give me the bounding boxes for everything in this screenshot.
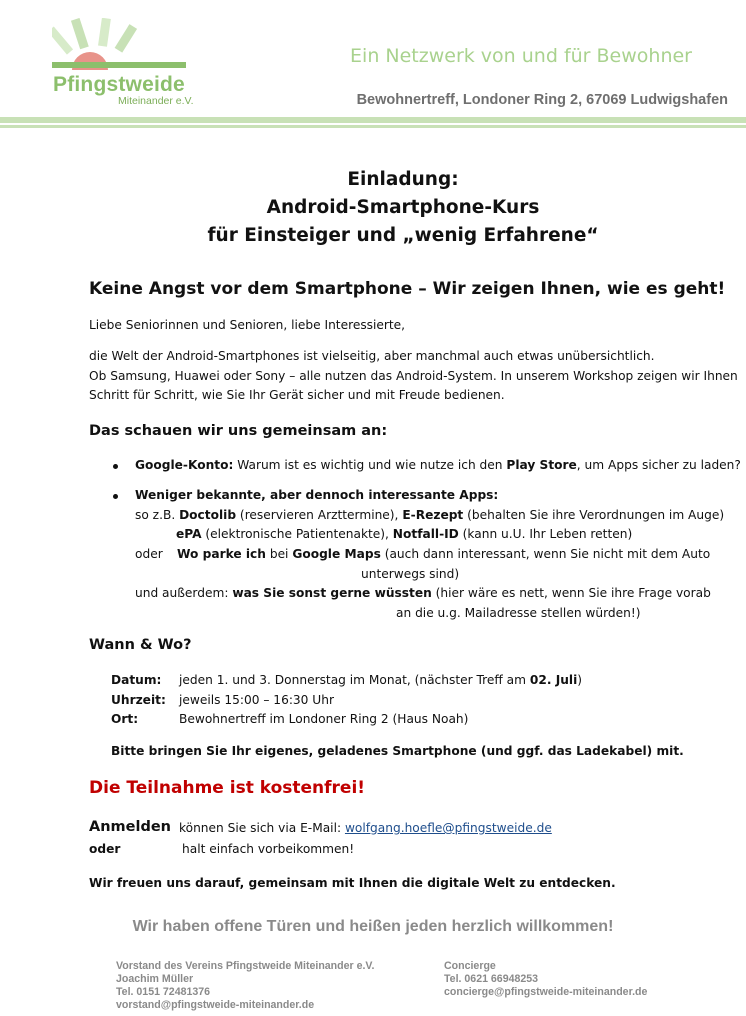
date-value: jeden 1. und 3. Donnerstag im Monat, (nächster Treff am 02. Juli) xyxy=(179,673,583,687)
free-notice: Die Teilnahme ist kostenfrei! xyxy=(89,778,366,798)
outro: Wir freuen uns darauf, gemeinsam mit Ihnen die digitale Welt zu entdecken. xyxy=(89,876,616,890)
email-link[interactable]: wolfgang.hoefle@pfingstweide.de xyxy=(344,821,552,835)
register-label: Anmelden xyxy=(89,819,171,835)
topic-apps-line-4: unterwegs sind) xyxy=(361,567,460,581)
intro-line-2: Ob Samsung, Huawei oder Sony – alle nutzen das Android-System. In unserem Workshop zeigen wir Ihnen xyxy=(89,369,738,383)
topic-apps-heading: Weniger bekannte, aber dennoch interessante Apps: xyxy=(135,488,499,502)
header-address: Bewohnertreff, Londoner Ring 2, 67069 Ludwigshafen xyxy=(356,92,728,108)
intro-line-3: Schritt für Schritt, wie Sie Ihr Gerät sicher und mit Freude bedienen. xyxy=(89,388,505,402)
title-line-3: für Einsteiger und „wenig Erfahrene“ xyxy=(207,225,599,246)
time-value: jeweils 15:00 – 16:30 Uhr xyxy=(179,693,334,707)
logo-subtitle: Miteinander e.V. xyxy=(118,95,194,107)
topic-apps-line-5: und außerdem: was Sie sonst gerne wüssten (hier wäre es nett, wenn Sie ihre Frage vorab xyxy=(135,586,711,600)
header-divider xyxy=(0,117,746,123)
bullet-dot xyxy=(113,494,118,499)
topics-heading: Das schauen wir uns gemeinsam an: xyxy=(89,423,388,439)
logo-sun-icon xyxy=(52,18,188,74)
headline: Keine Angst vor dem Smartphone – Wir zeigen Ihnen, wie es geht! xyxy=(89,279,726,299)
bullet-dot xyxy=(113,464,118,469)
intro-line-1: die Welt der Android-Smartphones ist vielseitig, aber manchmal auch etwas unübersichtlich. xyxy=(89,349,655,363)
footer-concierge-phone: Tel. 0621 66948253 xyxy=(444,973,539,985)
footer-board-email[interactable]: vorstand@pfingstweide-miteinander.de xyxy=(116,999,315,1011)
greeting: Liebe Seniorinnen und Senioren, liebe Interessierte, xyxy=(89,318,406,332)
header-divider-thin xyxy=(0,125,746,128)
logo-name: Pfingstweide xyxy=(53,73,185,96)
tagline: Ein Netzwerk von und für Bewohner xyxy=(350,45,692,67)
title-line-1: Einladung: xyxy=(347,169,459,190)
topic-apps-line-6: an die u.g. Mailadresse stellen würden!) xyxy=(396,606,641,620)
topic-google-account: Google-Konto: Warum ist es wichtig und wie nutze ich den Play Store, um Apps sicher zu laden? xyxy=(135,458,741,472)
topic-apps-line-1: so z.B. Doctolib (reservieren Arzttermine), E-Rezept (behalten Sie ihre Verordnungen im Auge) xyxy=(135,508,725,522)
time-label: Uhrzeit: xyxy=(111,693,166,707)
or-label: oder xyxy=(89,842,121,856)
footer-board-title: Vorstand des Vereins Pfingstweide Miteinander e.V. xyxy=(116,960,375,972)
place-value: Bewohnertreff im Londoner Ring 2 (Haus Noah) xyxy=(179,712,469,726)
when-heading: Wann & Wo? xyxy=(89,637,192,653)
bring-phone-note: Bitte bringen Sie Ihr eigenes, geladenes Smartphone (und ggf. das Ladekabel) mit. xyxy=(111,744,684,758)
register-text: können Sie sich via E-Mail: wolfgang.hoefle@pfingstweide.de xyxy=(179,821,552,835)
or-text: halt einfach vorbeikommen! xyxy=(182,842,355,856)
footer-concierge-email[interactable]: concierge@pfingstweide-miteinander.de xyxy=(444,986,648,998)
topic-apps-line-3-or: oder xyxy=(135,547,163,561)
footer-board-name: Joachim Müller xyxy=(116,973,194,985)
footer-concierge-title: Concierge xyxy=(444,960,496,972)
title-line-2: Android-Smartphone-Kurs xyxy=(266,197,540,218)
footer-board-phone: Tel. 0151 72481376 xyxy=(116,986,211,998)
place-label: Ort: xyxy=(111,712,139,726)
topic-apps-line-2: ePA (elektronische Patientenakte), Notfall-ID (kann u.U. Ihr Leben retten) xyxy=(176,527,633,541)
date-label: Datum: xyxy=(111,673,162,687)
topic-apps-line-3: Wo parke ich bei Google Maps (auch dann interessant, wenn Sie nicht mit dem Auto xyxy=(177,547,711,561)
closing-line: Wir haben offene Türen und heißen jeden herzlich willkommen! xyxy=(132,918,614,935)
